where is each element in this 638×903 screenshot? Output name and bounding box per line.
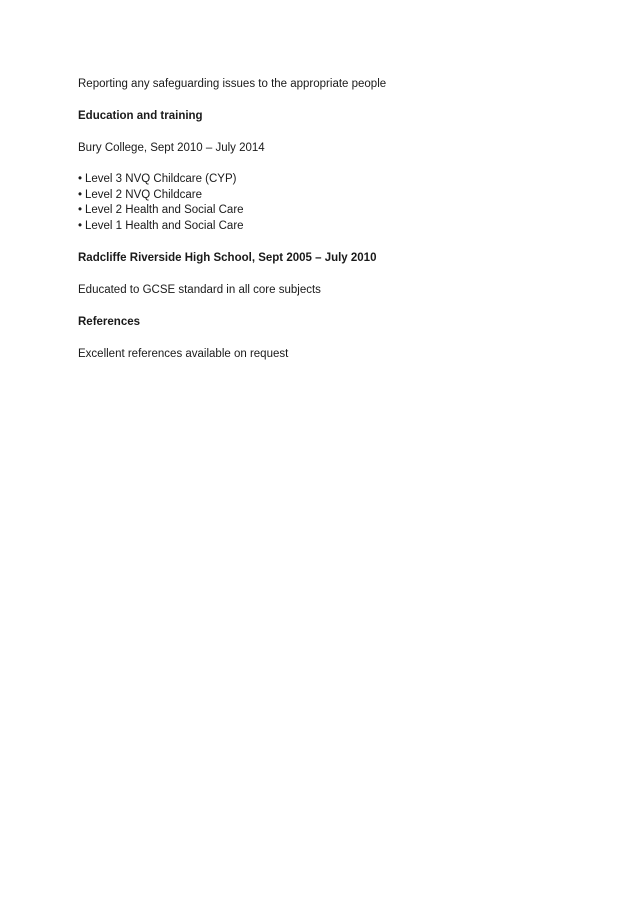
- spacer: [78, 330, 578, 346]
- list-item: [78, 188, 578, 204]
- references-heading: References: [78, 316, 141, 328]
- school-line: Educated to GCSE standard in all core subjects: [78, 284, 321, 296]
- qualification-text: Level 3 NVQ Childcare (CYP): [85, 173, 237, 185]
- school-heading: Radcliffe Riverside High School, Sept 2005 – July 2010: [78, 252, 377, 264]
- education-heading: Education and training: [78, 110, 203, 122]
- qualification-text: Level 1 Health and Social Care: [85, 219, 244, 232]
- bullet-icon: •: [78, 204, 83, 216]
- list-item: [78, 219, 578, 235]
- list-item: [78, 172, 578, 188]
- intro-line: Reporting any safeguarding issues to the appropriate people: [78, 78, 387, 90]
- bullet-icon: •: [78, 173, 83, 185]
- college-line: Bury College, Sept 2010 – July 2014: [78, 142, 265, 154]
- qualification-text: Level 2 NVQ Childcare: [85, 188, 202, 201]
- references-line: Excellent references available on request: [78, 348, 289, 360]
- bullet-icon: •: [78, 188, 83, 201]
- spacer: [78, 234, 578, 250]
- spacer: [78, 298, 578, 314]
- spacer: [78, 156, 578, 172]
- spacer: [78, 124, 578, 140]
- spacer: [78, 266, 578, 282]
- qualification-text: Level 2 Health and Social Care: [85, 204, 244, 216]
- document-body: [78, 76, 578, 362]
- list-item: [78, 203, 578, 219]
- qualifications-list: [78, 172, 578, 234]
- bullet-icon: •: [78, 219, 83, 232]
- spacer: [78, 92, 578, 108]
